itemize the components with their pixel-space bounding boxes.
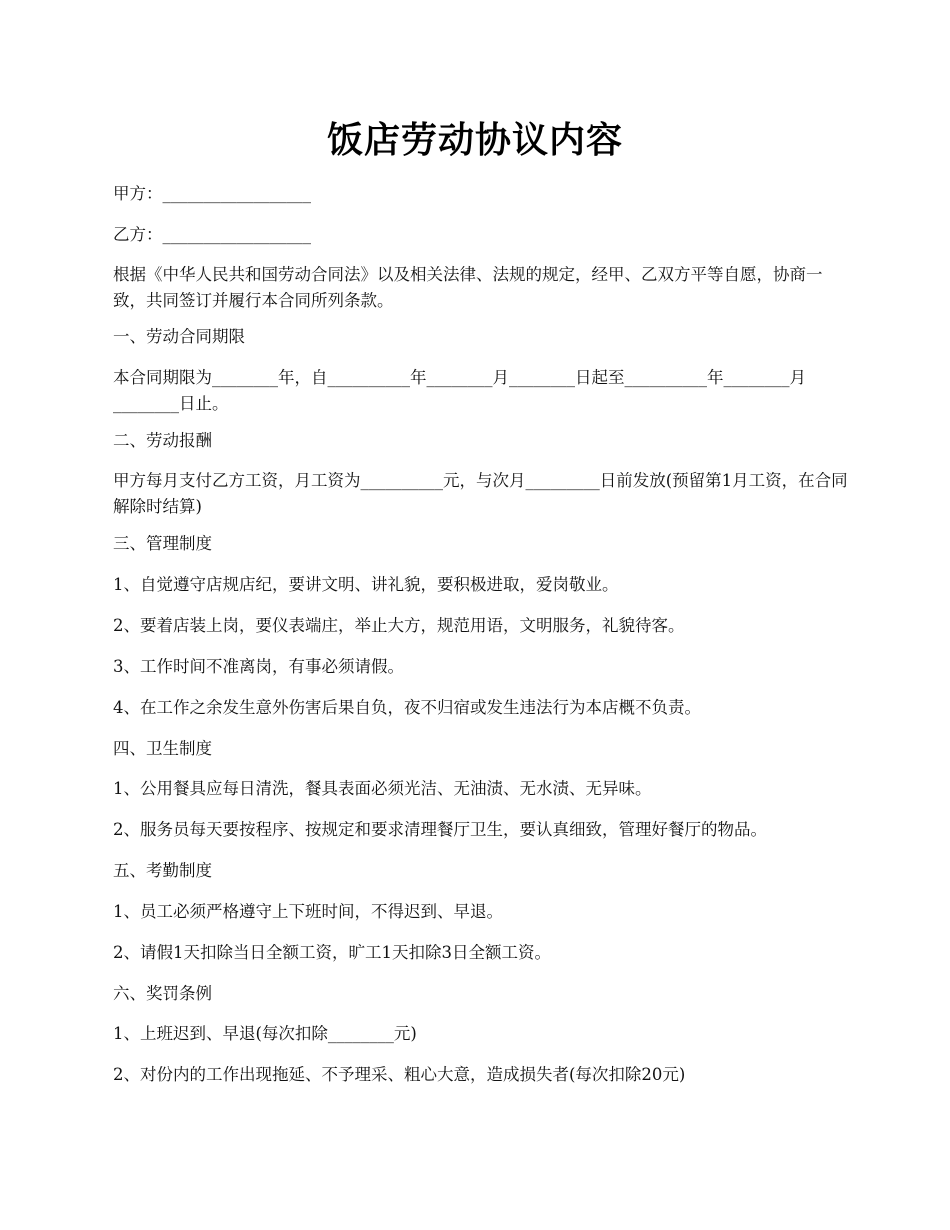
attendance-item-2: 2、请假1天扣除当日全额工资，旷工1天扣除3日全额工资。 (113, 943, 551, 962)
pay-clause: 甲方每月支付乙方工资，月工资为__________元，与次月_________日前发放(预留第1月工资，在合同解除时结算) (113, 471, 848, 516)
party-b-line: 乙方：__________________ (113, 225, 311, 244)
management-item-4: 4、在工作之余发生意外伤害后果自负，夜不归宿或发生违法行为本店概不负责。 (113, 698, 701, 717)
intro-paragraph: 根据《中华人民共和国劳动合同法》以及相关法律、法规的规定，经甲、乙双方平等自愿，协商一致，共同签订并履行本合同所列条款。 (113, 265, 823, 310)
management-item-3: 3、工作时间不准离岗，有事必须请假。 (113, 657, 404, 676)
section-heading-rewards: 六、奖罚条例 (113, 984, 212, 1003)
section-heading-term: 一、劳动合同期限 (113, 327, 245, 346)
rewards-item-2: 2、对份内的工作出现拖延、不予理采、粗心大意，造成损失者(每次扣除20元) (113, 1065, 686, 1084)
party-a-line: 甲方：__________________ (113, 184, 311, 203)
section-heading-pay: 二、劳动报酬 (113, 431, 212, 450)
section-heading-hygiene: 四、卫生制度 (113, 739, 212, 758)
hygiene-item-2: 2、服务员每天要按程序、按规定和要求清理餐厅卫生，要认真细致，管理好餐厅的物品。 (113, 820, 767, 839)
rewards-item-1: 1、上班迟到、早退(每次扣除________元) (113, 1024, 417, 1043)
management-item-2: 2、要着店装上岗，要仪表端庄，举止大方，规范用语，文明服务，礼貌待客。 (113, 616, 685, 635)
hygiene-item-1: 1、公用餐具应每日清洗，餐具表面必须光洁、无油渍、无水渍、无异味。 (113, 779, 652, 798)
term-clause: 本合同期限为________年，自__________年________月________日起至__________年________月________日止。 (113, 368, 806, 413)
attendance-item-1: 1、员工必须严格遵守上下班时间，不得迟到、早退。 (113, 902, 503, 921)
section-heading-attendance: 五、考勤制度 (113, 861, 212, 880)
section-heading-management: 三、管理制度 (113, 534, 212, 553)
management-item-1: 1、自觉遵守店规店纪，要讲文明、讲礼貌，要积极进取，爱岗敬业。 (113, 575, 619, 594)
document-title: 饭店劳动协议内容 (326, 119, 623, 161)
